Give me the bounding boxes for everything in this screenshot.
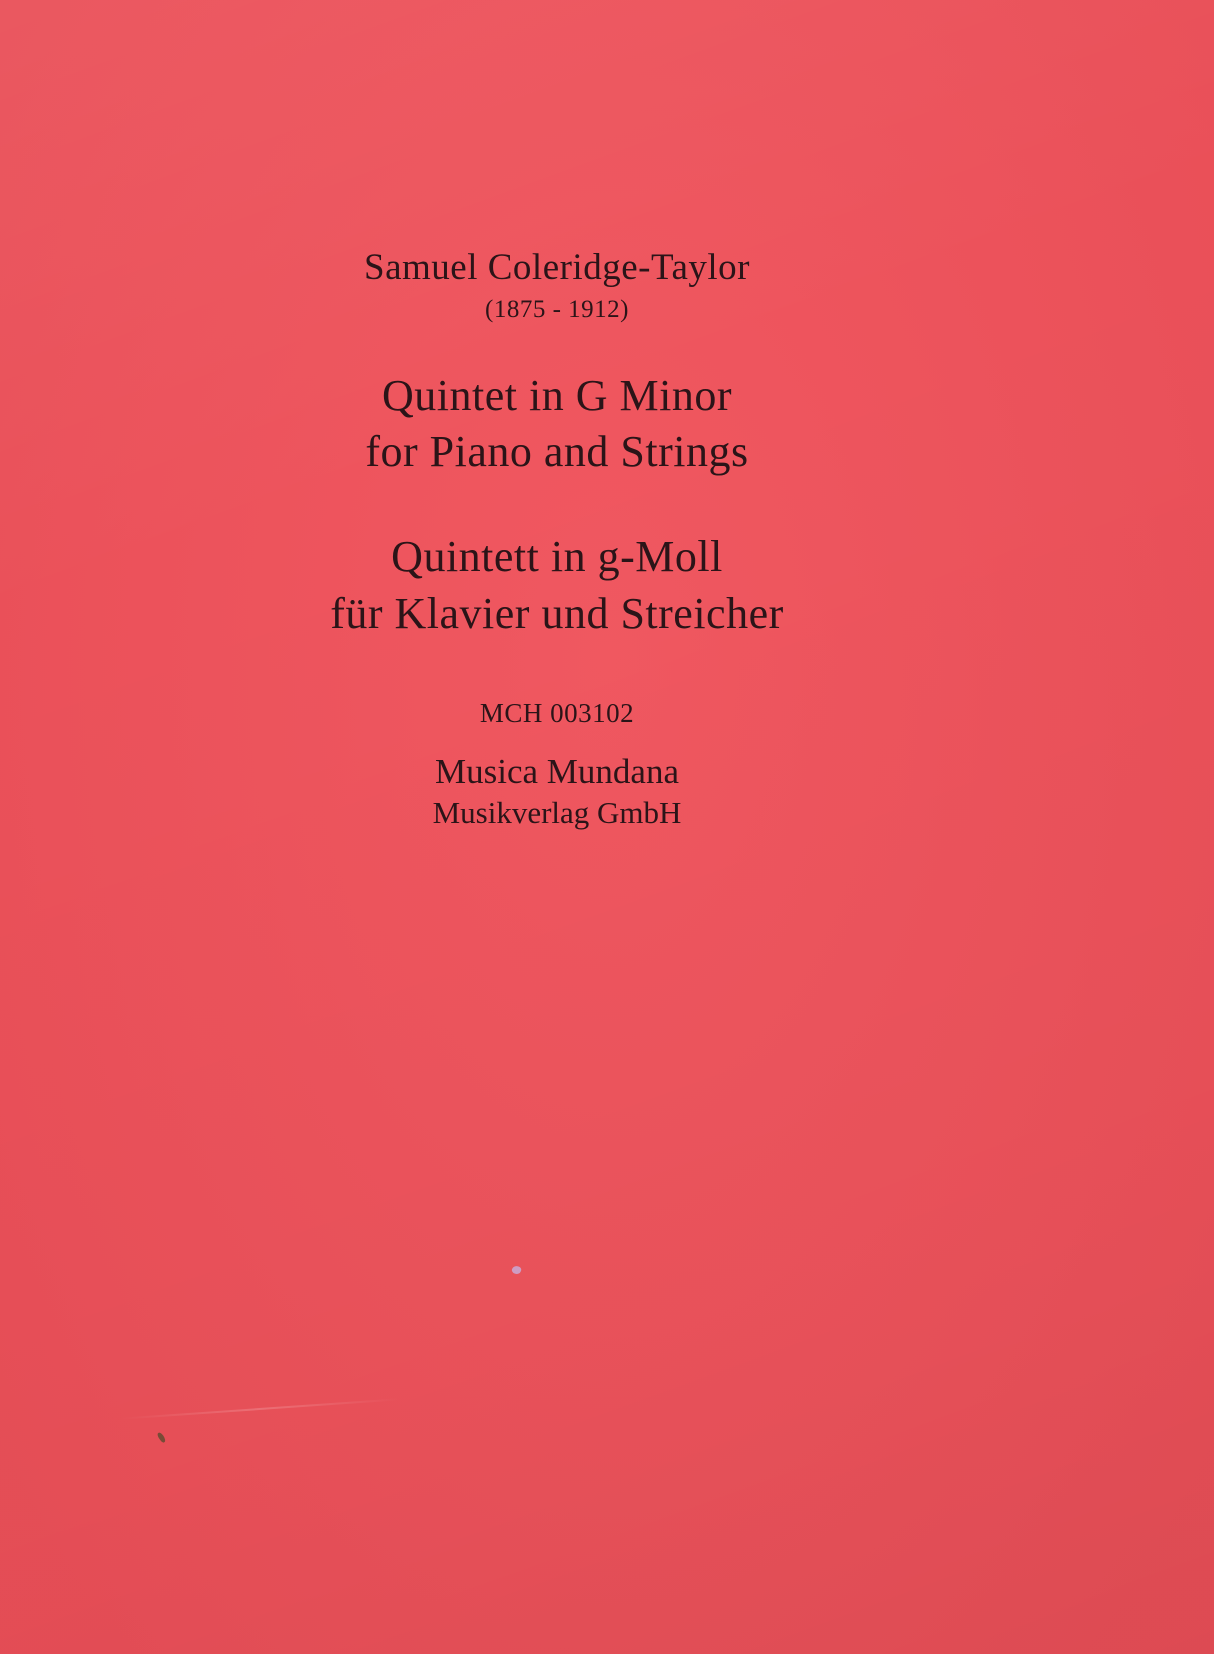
scan-speck-purple (511, 1265, 522, 1276)
catalog-number: MCH 003102 (479, 697, 635, 728)
title-english-line2: for Piano and Strings (365, 426, 749, 476)
title-german-line2: für Klavier und Streicher (330, 588, 784, 638)
cover-text-block (0, 248, 1114, 830)
title-english-line1: Quintet in G Minor (382, 370, 732, 420)
paper-crease-mark (120, 1398, 399, 1420)
title-english (0, 368, 1114, 480)
composer-name: Samuel Coleridge-Taylor (364, 247, 750, 288)
publisher-type: Musikverlag GmbH (432, 795, 682, 831)
composer-dates: (1875 - 1912) (485, 295, 629, 323)
scan-speck-dark (156, 1432, 166, 1444)
publisher-name: Musica Mundana (435, 751, 679, 791)
title-german-line1: Quintett in g-Moll (391, 531, 723, 581)
title-german (0, 528, 1114, 642)
